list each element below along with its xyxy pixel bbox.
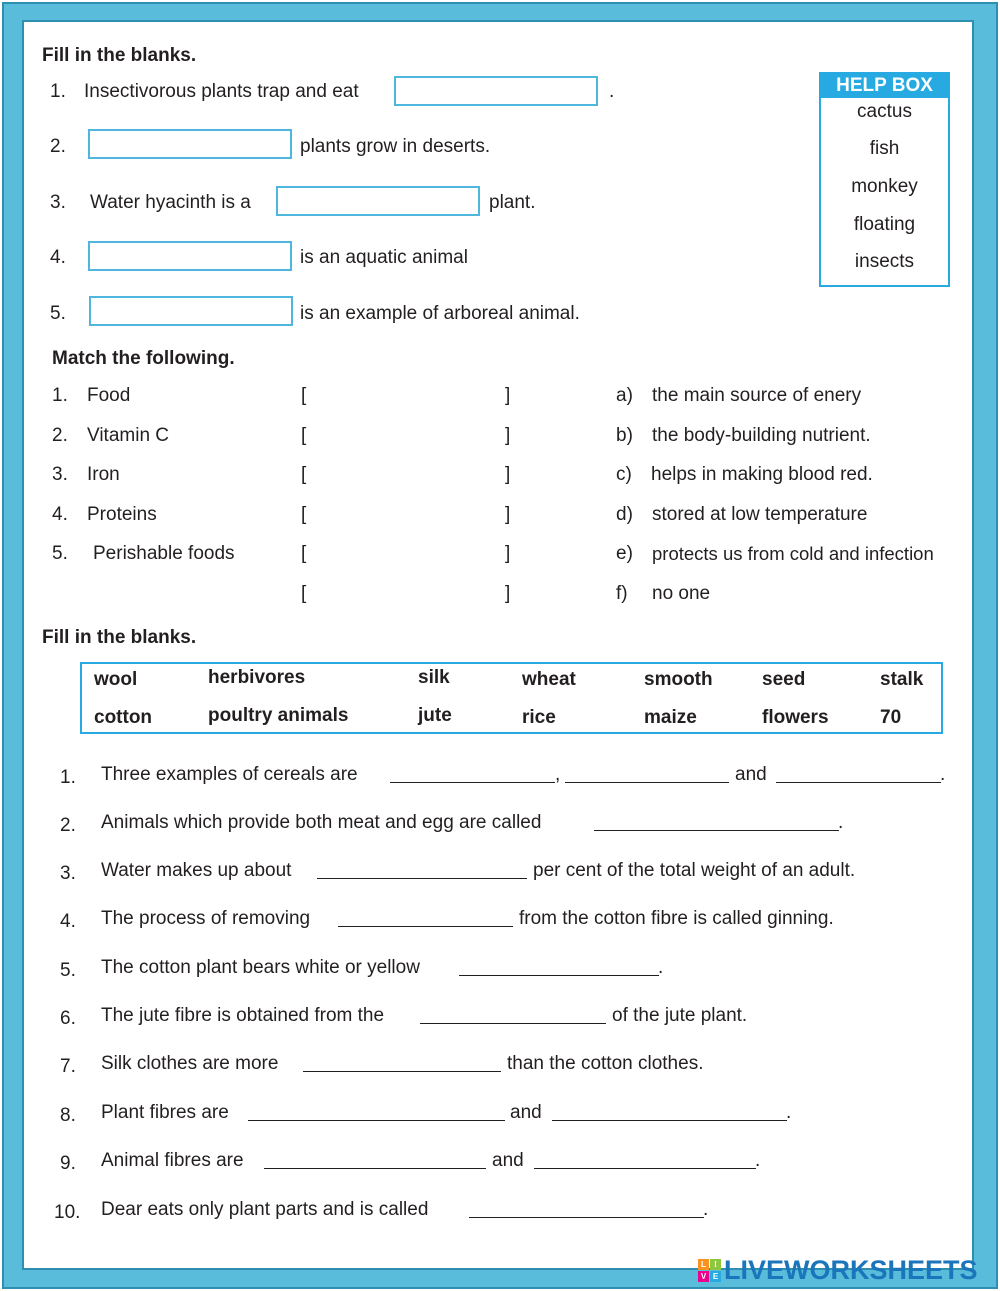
word-bank-item: stalk [880, 669, 924, 690]
match-answer-input-5[interactable] [318, 541, 502, 567]
s3-q1-and: and [735, 764, 767, 785]
help-word: monkey [851, 176, 918, 197]
s1-q2-number: 2. [50, 136, 66, 157]
s3-q10-text: Dear eats only plant parts and is called [101, 1199, 429, 1220]
s1-q4-answer-input[interactable] [88, 241, 292, 271]
s1-q5-number: 5. [50, 303, 66, 324]
match-right-letter: f) [616, 583, 628, 604]
match-left-number: 2. [52, 425, 68, 446]
s3-q10-period: . [703, 1199, 709, 1220]
answer-blank[interactable] [459, 975, 659, 976]
word-bank-item: silk [418, 667, 450, 688]
match-answer-input-4[interactable] [318, 502, 502, 528]
word-bank-item: wool [94, 669, 138, 690]
help-box [819, 72, 950, 287]
word-bank-item: poultry animals [208, 705, 349, 726]
s3-q8-text: Plant fibres are [101, 1102, 229, 1123]
match-left-item: Perishable foods [93, 543, 235, 564]
match-left-item: Proteins [87, 504, 157, 525]
match-right-item: the body-building nutrient. [652, 425, 871, 446]
match-right-letter: a) [616, 385, 633, 406]
s3-q1-text: Three examples of cereals are [101, 764, 358, 785]
s1-q2-answer-input[interactable] [88, 129, 292, 159]
bracket-open: [ [301, 425, 307, 446]
match-left-item: Food [87, 385, 131, 406]
match-left-item: Iron [87, 464, 120, 485]
answer-blank[interactable] [338, 926, 513, 927]
s1-q4-number: 4. [50, 247, 66, 268]
help-word: fish [869, 138, 900, 159]
match-right-item: helps in making blood red. [651, 464, 873, 485]
match-right-item: stored at low temperature [652, 504, 868, 525]
s3-q-number: 8. [60, 1105, 76, 1126]
match-left-number: 1. [52, 385, 68, 406]
bracket-close: ] [505, 543, 511, 564]
s3-q9-text: Animal fibres are [101, 1150, 244, 1171]
s3-q8-period: . [786, 1102, 792, 1123]
s3-q3-text: Water makes up about [101, 860, 292, 881]
s1-q3-text: Water hyacinth is a [90, 192, 251, 213]
bracket-close: ] [505, 504, 511, 525]
liveworksheets-logo [698, 1255, 978, 1285]
s1-q3-after: plant. [489, 192, 536, 213]
s1-q1-number: 1. [50, 81, 66, 102]
answer-blank[interactable] [248, 1120, 505, 1121]
s1-q4-text: is an aquatic animal [300, 247, 468, 268]
s3-q7-text: Silk clothes are more [101, 1053, 279, 1074]
match-right-letter: b) [616, 425, 633, 446]
s3-q-number: 4. [60, 911, 76, 932]
bracket-close: ] [505, 425, 511, 446]
help-box-title: HELP BOX [821, 74, 948, 98]
bracket-open: [ [301, 543, 307, 564]
match-right-item: no one [652, 583, 711, 604]
s3-q8-and: and [510, 1102, 542, 1123]
bracket-open: [ [301, 504, 307, 525]
bracket-open: [ [301, 464, 307, 485]
section2-heading: Match the following. [52, 348, 235, 369]
s3-q7-after: than the cotton clothes. [507, 1053, 704, 1074]
s3-q9-period: . [755, 1150, 761, 1171]
s3-q-number: 2. [60, 815, 76, 836]
bracket-open: [ [301, 583, 307, 604]
logo-square: L [698, 1259, 709, 1270]
s1-q1-answer-input[interactable] [394, 76, 598, 106]
help-word: insects [854, 251, 915, 272]
answer-blank[interactable] [420, 1023, 606, 1024]
logo-text: LIVEWORKSHEETS [724, 1254, 978, 1285]
bracket-close: ] [505, 385, 511, 406]
s1-q3-number: 3. [50, 192, 66, 213]
s3-q2-period: . [838, 812, 844, 833]
s3-q6-after: of the jute plant. [612, 1005, 748, 1026]
logo-squares-icon [698, 1259, 721, 1282]
answer-blank[interactable] [534, 1168, 756, 1169]
s3-q-number: 3. [60, 863, 76, 884]
logo-square: I [710, 1259, 721, 1270]
s3-q-number: 5. [60, 960, 76, 981]
answer-blank[interactable] [594, 830, 839, 831]
match-answer-input-1[interactable] [318, 383, 502, 409]
match-answer-input-2[interactable] [318, 423, 502, 449]
answer-blank[interactable] [264, 1168, 486, 1169]
match-right-letter: e) [616, 543, 633, 564]
answer-blank[interactable] [552, 1120, 787, 1121]
word-bank [80, 662, 943, 734]
match-right-letter: d) [616, 504, 633, 525]
help-word: floating [853, 214, 916, 235]
logo-square: V [698, 1271, 709, 1282]
word-bank-item: rice [522, 707, 556, 728]
s1-q1-period: . [609, 81, 615, 102]
word-bank-item: jute [418, 705, 452, 726]
bracket-close: ] [505, 583, 511, 604]
word-bank-item: flowers [762, 707, 829, 728]
help-word: cactus [857, 101, 912, 122]
s3-q5-text: The cotton plant bears white or yellow [101, 957, 420, 978]
match-right-letter: c) [616, 464, 632, 485]
s3-q4-after: from the cotton fibre is called ginning. [519, 908, 834, 929]
match-left-item: Vitamin C [87, 425, 170, 446]
word-bank-item: wheat [522, 669, 576, 690]
answer-blank[interactable] [317, 878, 527, 879]
word-bank-item: 70 [880, 707, 902, 728]
s3-q-number: 10. [54, 1202, 81, 1223]
s3-q2-text: Animals which provide both meat and egg are called [101, 812, 542, 833]
s3-q9-and: and [492, 1150, 524, 1171]
s1-q3-answer-input[interactable] [276, 186, 480, 216]
answer-blank[interactable] [565, 782, 729, 783]
s3-q-number: 1. [60, 767, 76, 788]
s1-q1-text: Insectivorous plants trap and eat [84, 81, 359, 102]
match-left-number: 3. [52, 464, 68, 485]
s3-q-number: 9. [60, 1153, 76, 1174]
match-left-number: 5. [52, 543, 68, 564]
s3-q1-comma: , [555, 764, 561, 785]
s3-q6-text: The jute fibre is obtained from the [101, 1005, 385, 1026]
s1-q5-answer-input[interactable] [89, 296, 293, 326]
s3-q4-text: The process of removing [101, 908, 311, 929]
s3-q-number: 6. [60, 1008, 76, 1029]
s3-q-number: 7. [60, 1056, 76, 1077]
word-bank-item: cotton [94, 707, 153, 728]
word-bank-item: maize [644, 707, 697, 728]
bracket-close: ] [505, 464, 511, 485]
s3-q3-after: per cent of the total weight of an adult. [533, 860, 856, 881]
section3-heading: Fill in the blanks. [42, 627, 197, 648]
answer-blank[interactable] [469, 1217, 704, 1218]
match-right-item: the main source of enery [652, 385, 862, 406]
answer-blank[interactable] [303, 1071, 501, 1072]
s3-q5-period: . [658, 957, 664, 978]
logo-square: E [710, 1271, 721, 1282]
word-bank-item: seed [762, 669, 806, 690]
word-bank-item: smooth [644, 669, 713, 690]
s1-q5-text: is an example of arboreal animal. [300, 303, 580, 324]
section1-heading: Fill in the blanks. [42, 45, 197, 66]
match-answer-input-3[interactable] [318, 462, 502, 488]
bracket-open: [ [301, 385, 307, 406]
answer-blank[interactable] [776, 782, 941, 783]
match-left-number: 4. [52, 504, 68, 525]
s1-q2-text: plants grow in deserts. [300, 136, 491, 157]
word-bank-item: herbivores [208, 667, 306, 688]
answer-blank[interactable] [390, 782, 555, 783]
s3-q1-period: . [940, 764, 946, 785]
match-right-item: protects us from cold and infection [652, 543, 934, 564]
